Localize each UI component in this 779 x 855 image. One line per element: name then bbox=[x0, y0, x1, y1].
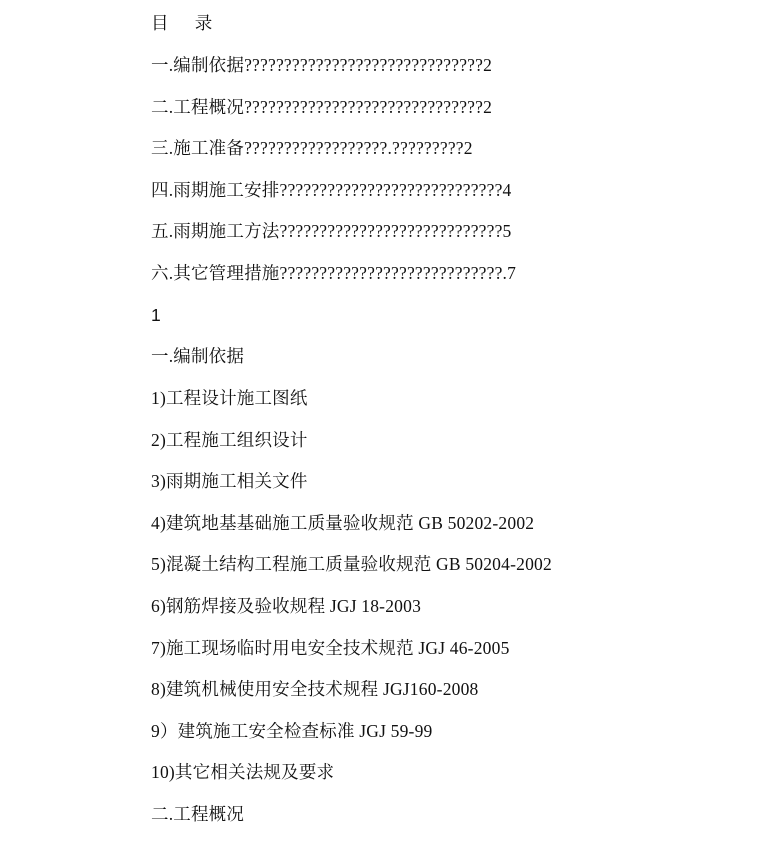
toc-title-right: 录 bbox=[194, 13, 213, 33]
list-item: 3)雨期施工相关文件 bbox=[151, 471, 308, 491]
toc-entry: 五.雨期施工方法????????????????????????????5 bbox=[151, 221, 512, 241]
list-item: 2)工程施工组织设计 bbox=[151, 430, 308, 450]
toc-entry: 一.编制依据??????????????????????????????2 bbox=[151, 55, 493, 75]
list-item: 7)施工现场临时用电安全技术规范 JGJ 46-2005 bbox=[151, 638, 510, 658]
toc-entry: 六.其它管理措施????????????????????????????.7 bbox=[151, 263, 517, 283]
toc-title bbox=[151, 12, 212, 34]
toc-entry: 三.施工准备??????????????????.?????????2 bbox=[151, 138, 473, 158]
list-item: 8)建筑机械使用安全技术规程 JGJ160-2008 bbox=[151, 679, 479, 699]
section-heading: 二.工程概况 bbox=[151, 804, 245, 824]
page-number: 1 bbox=[151, 305, 161, 325]
list-item: 1)工程设计施工图纸 bbox=[151, 388, 308, 408]
toc-entry: 二.工程概况??????????????????????????????2 bbox=[151, 97, 493, 117]
toc-entry: 四.雨期施工安排????????????????????????????4 bbox=[151, 180, 512, 200]
list-item: 9）建筑施工安全检查标准 JGJ 59-99 bbox=[151, 721, 433, 741]
list-item: 5)混凝土结构工程施工质量验收规范 GB 50204-2002 bbox=[151, 554, 552, 574]
section-heading: 一.编制依据 bbox=[151, 346, 245, 366]
list-item: 4)建筑地基基础施工质量验收规范 GB 50202-2002 bbox=[151, 513, 535, 533]
list-item: 6)钢筋焊接及验收规程 JGJ 18-2003 bbox=[151, 596, 422, 616]
list-item: 10)其它相关法规及要求 bbox=[151, 762, 335, 782]
toc-title-left: 目 bbox=[151, 13, 169, 33]
